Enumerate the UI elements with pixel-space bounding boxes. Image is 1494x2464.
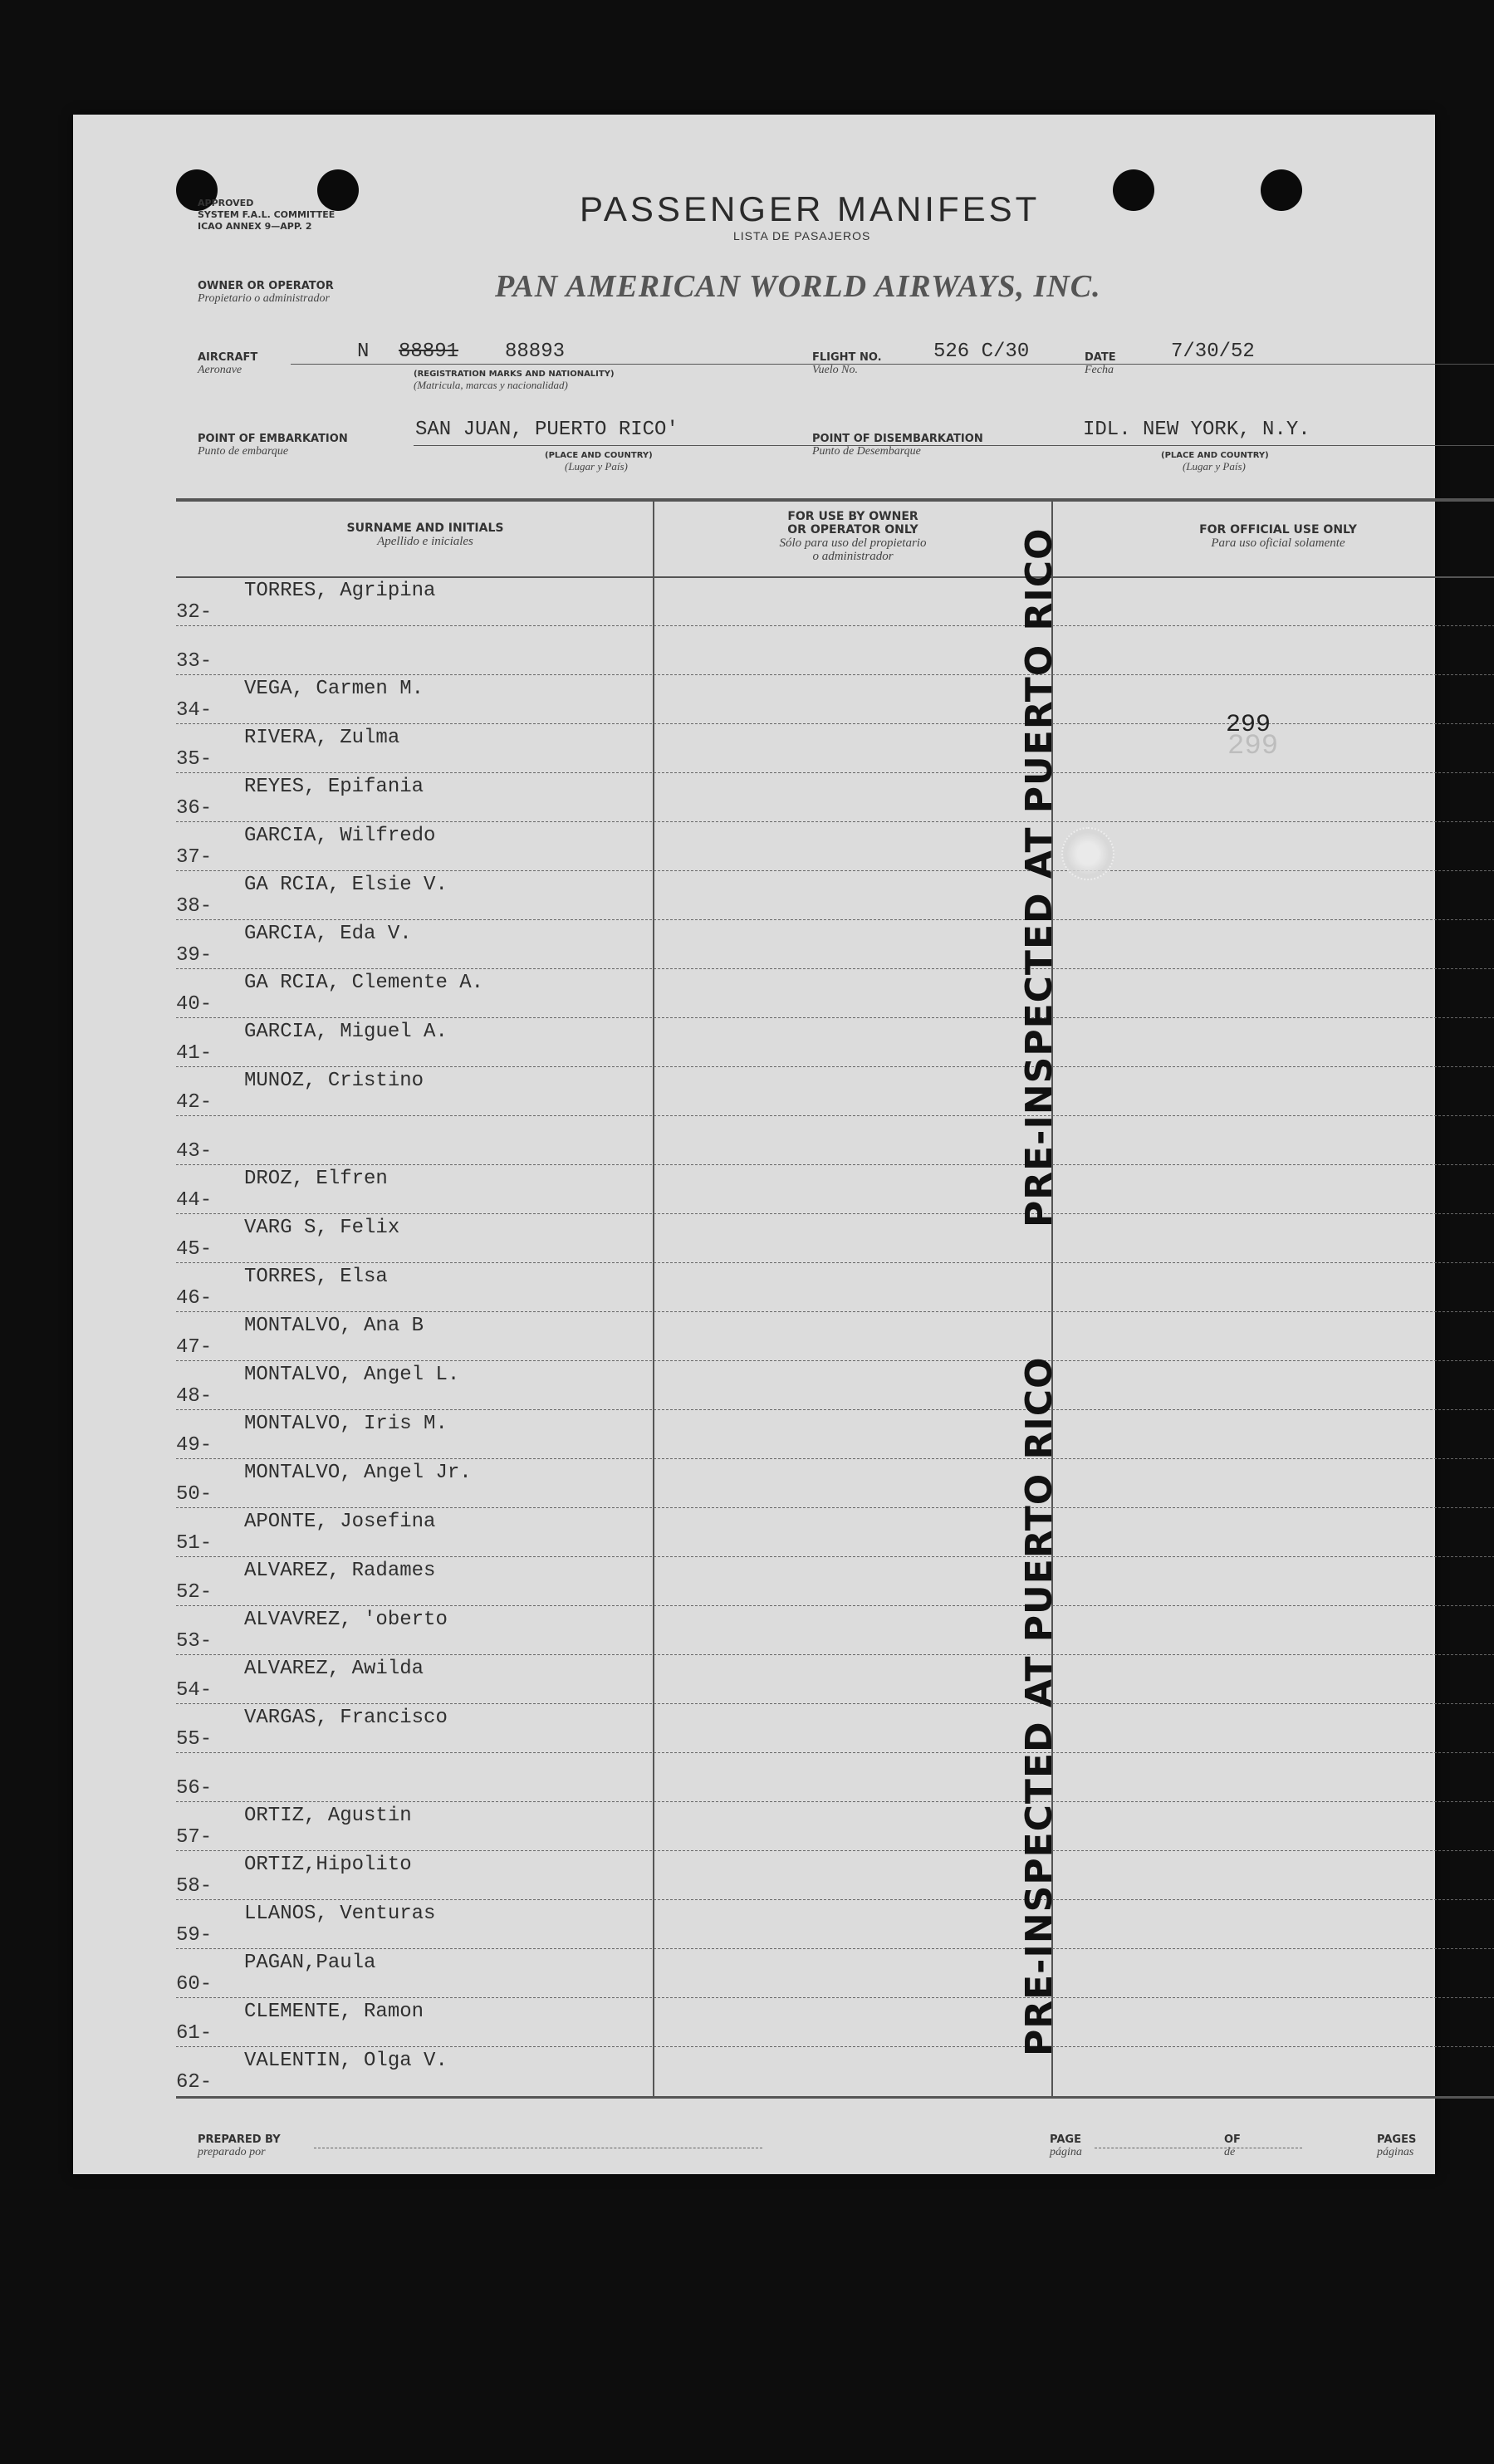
column-divider: [653, 502, 654, 2096]
row-divider: [176, 1017, 1494, 1018]
table-top-rule: [176, 498, 1494, 502]
passenger-name: ORTIZ,Hipolito: [244, 1854, 412, 1876]
row-number: 40-: [176, 993, 213, 1016]
passenger-name: MUNOZ, Cristino: [244, 1070, 424, 1092]
of-label: OF: [1224, 2133, 1241, 2146]
official-number-ghost: 299: [1227, 731, 1279, 762]
row-number: 54-: [176, 1679, 213, 1702]
row-number: 55-: [176, 1728, 213, 1751]
approval-line: APPROVED: [198, 198, 254, 208]
passenger-name: RIVERA, Zulma: [244, 727, 400, 749]
row-divider: [176, 1458, 1494, 1459]
embossed-seal: [1061, 827, 1114, 880]
row-divider: [176, 1360, 1494, 1361]
punch-hole: [1113, 169, 1154, 211]
row-number: 43-: [176, 1140, 213, 1163]
row-number: 37-: [176, 846, 213, 869]
table-header-rule: [176, 576, 1494, 578]
row-divider: [176, 1262, 1494, 1263]
aircraft-struck-number: 88891: [399, 340, 459, 363]
row-divider: [176, 1850, 1494, 1851]
aircraft-label-es: Aeronave: [198, 364, 242, 376]
of-label-es: de: [1224, 2146, 1236, 2158]
row-number: 48-: [176, 1385, 213, 1408]
date-label: DATE: [1085, 351, 1116, 364]
place-label-es: (Lugar y País): [1183, 460, 1246, 473]
row-divider: [176, 674, 1494, 675]
table-bottom-rule: [176, 2096, 1494, 2099]
passenger-name: MONTALVO, Angel L.: [244, 1364, 460, 1386]
passenger-name: TORRES, Elsa: [244, 1266, 388, 1288]
row-number: 39-: [176, 944, 213, 967]
pages-label: PAGES: [1377, 2133, 1417, 2146]
embark-label: POINT OF EMBARKATION: [198, 433, 348, 445]
row-number: 36-: [176, 797, 213, 820]
row-divider: [176, 1899, 1494, 1900]
row-number: 61-: [176, 2022, 213, 2045]
registration-label-es: (Matricula, marcas y nacionalidad): [414, 379, 568, 391]
row-number: 62-: [176, 2071, 213, 2094]
row-divider: [176, 1801, 1494, 1802]
disembark-label-es: Punto de Desembarque: [812, 445, 921, 458]
aircraft-label: AIRCRAFT: [198, 351, 258, 364]
row-number: 38-: [176, 895, 213, 918]
passenger-name: TORRES, Agripina: [244, 580, 436, 602]
official-number: 299: [1226, 711, 1271, 739]
row-number: 35-: [176, 748, 213, 771]
row-divider: [176, 968, 1494, 969]
passenger-name: LLANOS, Venturas: [244, 1903, 436, 1925]
row-number: 33-: [176, 650, 213, 673]
row-divider: [176, 1752, 1494, 1753]
passenger-name: CLEMENTE, Ramon: [244, 2001, 424, 2023]
passenger-name: GARCIA, Wilfredo: [244, 825, 436, 847]
aircraft-number: 88893: [505, 340, 566, 363]
place-label-es: (Lugar y País): [565, 460, 628, 473]
official-use-column-header: FOR OFFICIAL USE ONLY Para uso oficial solamente: [1199, 523, 1357, 550]
row-divider: [176, 1605, 1494, 1606]
flight-label: FLIGHT NO.: [812, 351, 882, 364]
row-number: 47-: [176, 1336, 213, 1359]
embark-label-es: Punto de embarque: [198, 445, 289, 458]
owner-label: OWNER OR OPERATOR: [198, 280, 334, 292]
approval-line: ICAO ANNEX 9—APP. 2: [198, 221, 312, 232]
row-divider: [176, 1948, 1494, 1949]
row-divider: [176, 1654, 1494, 1655]
page-label: PAGE: [1050, 2133, 1081, 2146]
row-divider: [176, 1164, 1494, 1165]
passenger-name: PAGAN,Paula: [244, 1952, 376, 1974]
passenger-name: VALENTIN, Olga V.: [244, 2050, 448, 2072]
row-divider: [176, 1556, 1494, 1557]
row-divider: [176, 1311, 1494, 1312]
passenger-name: VEGA, Carmen M.: [244, 678, 424, 700]
row-number: 44-: [176, 1189, 213, 1212]
aircraft-underline: [291, 364, 1494, 365]
row-number: 46-: [176, 1287, 213, 1310]
row-divider: [176, 1213, 1494, 1214]
row-divider: [176, 625, 1494, 626]
passenger-name: MONTALVO, Angel Jr.: [244, 1462, 472, 1484]
row-number: 50-: [176, 1483, 213, 1506]
date-label-es: Fecha: [1085, 364, 1114, 376]
row-number: 56-: [176, 1777, 213, 1800]
disembark-value: IDL. NEW YORK, N.Y.: [1083, 419, 1310, 441]
passenger-name: VARGAS, Francisco: [244, 1707, 448, 1729]
row-divider: [176, 1507, 1494, 1508]
row-divider: [176, 1997, 1494, 1998]
passenger-name: GARCIA, Eda V.: [244, 923, 412, 945]
passenger-name: GA RCIA, Elsie V.: [244, 874, 448, 896]
registration-label: (REGISTRATION MARKS AND NATIONALITY): [414, 370, 615, 379]
passenger-name: ALVAREZ, Radames: [244, 1560, 436, 1582]
row-number: 59-: [176, 1924, 213, 1947]
row-number: 42-: [176, 1091, 213, 1114]
prepared-label-es: preparado por: [198, 2146, 266, 2158]
row-divider: [176, 1115, 1494, 1116]
pages-label-es: páginas: [1377, 2146, 1414, 2158]
flight-date: 7/30/52: [1171, 340, 1255, 363]
owner-label-es: Propietario o administrador: [198, 292, 330, 305]
page-label-es: página: [1050, 2146, 1082, 2158]
flight-label-es: Vuelo No.: [812, 364, 858, 376]
passenger-name: REYES, Epifania: [244, 776, 424, 798]
place-label: (PLACE AND COUNTRY): [545, 451, 653, 460]
page-subtitle: LISTA DE PASAJEROS: [733, 229, 871, 242]
passenger-name: GARCIA, Miguel A.: [244, 1021, 448, 1043]
disembark-label: POINT OF DISEMBARKATION: [812, 433, 983, 445]
row-divider: [176, 723, 1494, 724]
page-title: PASSENGER MANIFEST: [580, 189, 1041, 228]
aircraft-prefix: N: [357, 340, 370, 363]
flight-number: 526 C/30: [933, 340, 1030, 363]
passenger-name: ORTIZ, Agustin: [244, 1805, 412, 1827]
row-number: 45-: [176, 1238, 213, 1261]
row-number: 41-: [176, 1042, 213, 1065]
passenger-name: MONTALVO, Ana B: [244, 1315, 424, 1337]
manifest-page: [73, 115, 1435, 2174]
row-number: 34-: [176, 699, 213, 722]
row-divider: [176, 1703, 1494, 1704]
surname-column-header: SURNAME AND INITIALS Apellido e iniciales: [346, 522, 504, 548]
passenger-name: MONTALVO, Iris M.: [244, 1413, 448, 1435]
passenger-name: GA RCIA, Clemente A.: [244, 972, 484, 994]
row-divider: [176, 2046, 1494, 2047]
row-number: 53-: [176, 1630, 213, 1653]
prepared-label: PREPARED BY: [198, 2133, 281, 2146]
passenger-name: DROZ, Elfren: [244, 1168, 388, 1190]
row-divider: [176, 821, 1494, 822]
row-divider: [176, 919, 1494, 920]
owner-use-column-header: FOR USE BY OWNER OR OPERATOR ONLY Sólo para uso del propietario o administrador: [779, 510, 927, 563]
place-label: (PLACE AND COUNTRY): [1161, 451, 1269, 460]
operator-name: PAN AMERICAN WORLD AIRWAYS, INC.: [495, 269, 1101, 304]
approval-line: SYSTEM F.A.L. COMMITTEE: [198, 209, 336, 220]
row-divider: [176, 772, 1494, 773]
row-number: 51-: [176, 1532, 213, 1555]
row-number: 52-: [176, 1581, 213, 1604]
pre-inspected-stamp: PRE-INSPECTED AT PUERTO RICO: [1018, 1356, 1060, 2056]
row-divider: [176, 870, 1494, 871]
punch-hole: [1261, 169, 1302, 211]
row-number: 57-: [176, 1826, 213, 1849]
row-number: 60-: [176, 1973, 213, 1996]
row-number: 49-: [176, 1434, 213, 1457]
row-divider: [176, 1409, 1494, 1410]
embark-underline: [414, 445, 1494, 446]
passenger-name: VARG S, Felix: [244, 1217, 400, 1239]
row-divider: [176, 1066, 1494, 1067]
passenger-name: ALVAREZ, Awilda: [244, 1658, 424, 1680]
pre-inspected-stamp: PRE-INSPECTED AT PUERTO RICO: [1018, 527, 1060, 1227]
row-number: 32-: [176, 601, 213, 624]
punch-hole: [317, 169, 359, 211]
row-number: 58-: [176, 1875, 213, 1898]
passenger-name: APONTE, Josefina: [244, 1511, 436, 1533]
embark-value: SAN JUAN, PUERTO RICO': [415, 419, 678, 441]
passenger-name: ALVAVREZ, 'oberto: [244, 1609, 448, 1631]
